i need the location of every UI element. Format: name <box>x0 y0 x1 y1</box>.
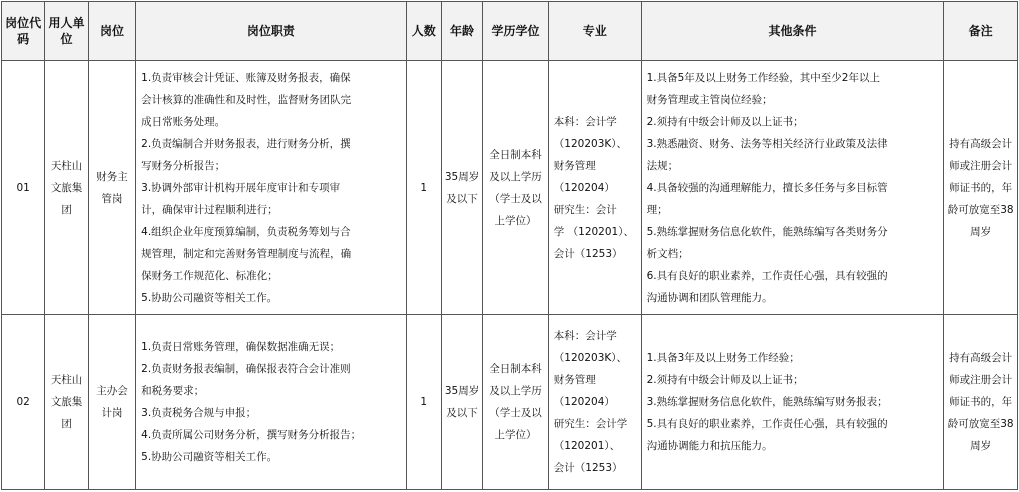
major-line: 财务管理 <box>553 159 596 172</box>
duty-line: 1.负责日常账务管理，确保数据准确无误； <box>141 341 341 353</box>
duty-line: 成日常账务处理。 <box>141 115 226 128</box>
condition-line: 法规； <box>646 159 679 172</box>
duty-line: 2.负责财务报表编制，确保报表符合会计准则 <box>141 363 351 375</box>
condition-line: 3.熟悉融资、财务、法务等相关经济行业政策及法律 <box>646 137 888 150</box>
condition-line: 析文档； <box>646 247 689 260</box>
duty-line: 和税务要求； <box>141 385 205 397</box>
cell-code: 01 <box>2 61 45 315</box>
major-line: （120204） <box>553 181 615 194</box>
cell-position: 主办会计岗 <box>88 315 135 490</box>
header-count: 人数 <box>406 2 441 61</box>
cell-major <box>548 61 641 315</box>
condition-line: 3.熟练掌握财务信息化软件，能熟练编写财务报表； <box>646 396 888 408</box>
duty-line: 5.协助公司融资等相关工作。 <box>141 291 278 304</box>
major-line: 会计（1253） <box>553 462 623 474</box>
cell-unit: 天柱山文旅集团 <box>45 61 88 315</box>
duty-line: 3.协调外部审计机构开展年度审计和专项审 <box>141 181 341 194</box>
condition-line: 理； <box>646 203 668 216</box>
duty-line: 4.负责所属公司财务分析，撰写财务分析报告； <box>141 429 362 441</box>
cell-position: 财务主管岗 <box>88 61 135 315</box>
major-line: （120203K）、 <box>553 352 628 364</box>
condition-line: 1.具备3年及以上财务工作经验； <box>646 352 800 364</box>
duty-line: 5.协助公司融资等相关工作。 <box>141 451 278 463</box>
condition-line: 4.具备较强的沟通理解能力，擅长多任务与多目标管 <box>646 181 888 194</box>
major-line: 研究生：会计 <box>553 203 617 216</box>
major-line: 本科：会计学 <box>553 115 617 128</box>
major-line: 财务管理 <box>553 374 596 386</box>
cell-conditions <box>641 61 944 315</box>
condition-line: 1.具备5年及以上财务工作经验，其中至少2年以上 <box>646 71 880 84</box>
cell-count: 1 <box>406 61 441 315</box>
condition-line: 5.熟练掌握财务信息化软件，能熟练编写各类财务分 <box>646 225 888 238</box>
condition-line: 6.具有良好的职业素养，工作责任心强，具有较强的 <box>646 269 888 282</box>
header-position: 岗位 <box>88 2 135 61</box>
cell-education: 全日制本科及以上学历（学士及以上学位） <box>483 315 549 490</box>
header-row <box>2 2 1018 61</box>
major-line: （120204） <box>553 396 615 408</box>
cell-remarks: 持有高级会计师或注册会计师证书的，年龄可放宽至38周岁 <box>944 61 1018 315</box>
condition-line: 沟通协调和团队管理能力。 <box>646 291 773 304</box>
cell-unit: 天柱山文旅集团 <box>45 315 88 490</box>
condition-line: 2.须持有中级会计师及以上证书； <box>646 115 804 128</box>
header-education: 学历学位 <box>483 2 549 61</box>
cell-count: 1 <box>406 315 441 490</box>
cell-duties <box>136 315 406 490</box>
duty-line: 1.负责审核会计凭证、账簿及财务报表，确保 <box>141 71 351 84</box>
duty-line: 规管理，制定和完善财务管理制度与流程，确 <box>141 247 352 260</box>
job-table <box>1 1 1018 490</box>
header-age: 年龄 <box>441 2 482 61</box>
duty-line: 3.负责税务合规与申报； <box>141 407 257 419</box>
duty-line: 保财务工作规范化、标准化； <box>141 269 278 282</box>
header-duties: 岗位职责 <box>136 2 406 61</box>
header-remarks: 备注 <box>944 2 1018 61</box>
major-line: （120203K）、 <box>553 137 628 150</box>
table-row <box>2 315 1018 490</box>
major-line: 学 （120201）、 <box>553 225 634 238</box>
cell-age: 35周岁及以下 <box>441 315 482 490</box>
cell-duties <box>136 61 406 315</box>
duty-line: 写财务分析报告； <box>141 159 226 172</box>
header-unit: 用人单位 <box>45 2 88 61</box>
condition-line: 沟通协调能力和抗压能力。 <box>646 440 773 452</box>
major-line: （120201）、 <box>553 440 621 452</box>
cell-age: 35周岁及以下 <box>441 61 482 315</box>
duty-line: 4.组织企业年度预算编制，负责税务筹划与合 <box>141 225 351 238</box>
cell-conditions <box>641 315 944 490</box>
major-line: 本科：会计学 <box>553 330 617 342</box>
header-code: 岗位代码 <box>2 2 45 61</box>
major-line: 会计（1253） <box>553 247 623 260</box>
duty-line: 会计核算的准确性和及时性，监督财务团队完 <box>141 93 352 106</box>
cell-major <box>548 315 641 490</box>
major-line: 研究生：会计学 <box>553 418 628 430</box>
header-conditions: 其他条件 <box>641 2 944 61</box>
duty-line: 计，确保审计过程顺利进行； <box>141 203 278 216</box>
duty-line: 2.负责编制合并财务报表，进行财务分析，撰 <box>141 137 351 150</box>
header-major: 专业 <box>548 2 641 61</box>
table-row <box>2 61 1018 315</box>
cell-remarks: 持有高级会计师或注册会计师证书的，年龄可放宽至38周岁 <box>944 315 1018 490</box>
cell-code: 02 <box>2 315 45 490</box>
condition-line: 5.具有良好的职业素养，工作责任心强，具有较强的 <box>646 418 888 430</box>
condition-line: 财务管理或主管岗位经验； <box>646 93 773 106</box>
condition-line: 2.须持有中级会计师及以上证书； <box>646 374 804 386</box>
cell-education: 全日制本科及以上学历（学士及以上学位） <box>483 61 549 315</box>
